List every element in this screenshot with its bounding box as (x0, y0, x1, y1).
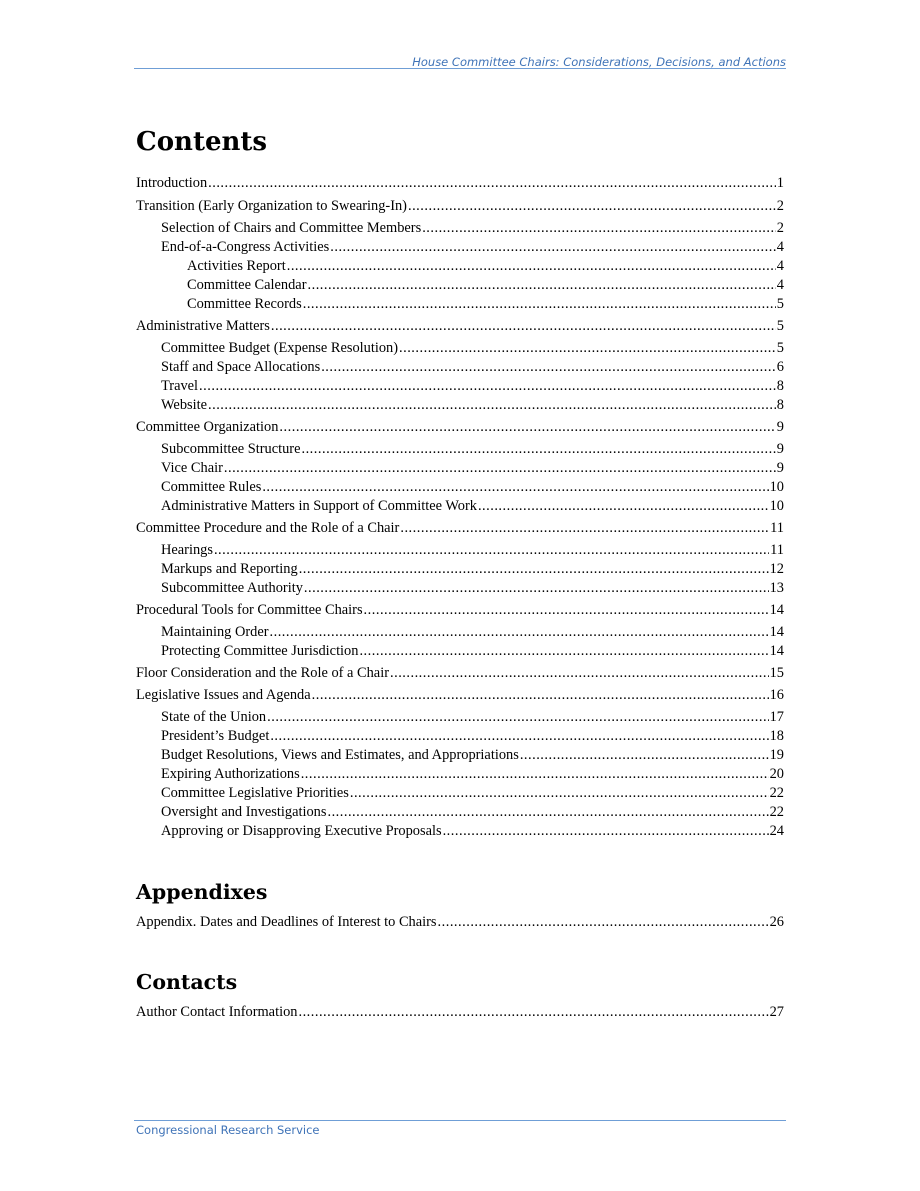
toc-page-number: 14 (769, 602, 784, 618)
toc-entry-staff-and-space[interactable] (136, 358, 784, 376)
toc-entry-label: Procedural Tools for Committee Chairs (136, 602, 363, 618)
toc-entry-label: State of the Union (161, 709, 267, 725)
toc-page-number: 9 (776, 441, 784, 457)
footer-organization: Congressional Research Service (136, 1123, 320, 1137)
toc-entry-floor-consideration[interactable] (136, 664, 784, 682)
toc-leader-dots (303, 295, 776, 313)
toc-leader-dots (438, 913, 769, 931)
toc-leader-dots (208, 174, 776, 192)
toc-entry-procedural-tools[interactable] (136, 601, 784, 619)
toc-entry-label: Transition (Early Organization to Swearing-In) (136, 198, 407, 214)
toc-entry-label: Committee Budget (Expense Resolution) (161, 340, 399, 356)
toc-entry-budget-resolutions[interactable] (136, 746, 784, 764)
toc-entry-label: Activities Report (187, 258, 286, 274)
toc-leader-dots (478, 497, 769, 515)
toc-leader-dots (321, 358, 776, 376)
toc-page-number: 8 (776, 378, 784, 394)
toc-entry-oversight[interactable] (136, 803, 784, 821)
toc-entry-committee-calendar[interactable] (136, 276, 784, 294)
toc-page-number: 10 (769, 479, 784, 495)
toc-entry-label: Budget Resolutions, Views and Estimates, and Appropriations (161, 747, 519, 763)
toc-entry-protecting-jurisdiction[interactable] (136, 642, 784, 660)
toc-entry-label: Author Contact Information (136, 1004, 298, 1020)
toc-entry-label: Committee Organization (136, 419, 279, 435)
toc-page-number: 11 (770, 542, 784, 558)
toc-entry-label: Selection of Chairs and Committee Members (161, 220, 422, 236)
toc-entry-label: Staff and Space Allocations (161, 359, 321, 375)
toc-leader-dots (301, 440, 775, 458)
toc-leader-dots (308, 276, 776, 294)
toc-entry-legislative-priorities[interactable] (136, 784, 784, 802)
toc-page-number: 18 (769, 728, 784, 744)
toc-leader-dots (364, 601, 769, 619)
toc-leader-dots (298, 1003, 768, 1021)
toc-leader-dots (327, 803, 768, 821)
toc-page-number: 2 (776, 220, 784, 236)
toc-entry-vice-chair[interactable] (136, 459, 784, 477)
toc-entry-committee-budget[interactable] (136, 339, 784, 357)
toc-page-number: 8 (776, 397, 784, 413)
appendixes-heading: Appendixes (136, 880, 268, 904)
toc-page-number: 15 (769, 665, 784, 681)
toc-entry-committee-procedure[interactable] (136, 519, 784, 537)
toc-entry-label: Markups and Reporting (161, 561, 298, 577)
toc-page-number: 27 (769, 1004, 784, 1020)
toc-entry-label: Introduction (136, 175, 208, 191)
toc-page-number: 12 (769, 561, 784, 577)
toc-entry-committee-organization[interactable] (136, 418, 784, 436)
toc-page-number: 4 (776, 258, 784, 274)
toc-entry-label: President’s Budget (161, 728, 270, 744)
toc-entry-travel[interactable] (136, 377, 784, 395)
toc-leader-dots (350, 784, 769, 802)
toc-entry-appendix-dates[interactable] (136, 913, 784, 931)
toc-page-number: 22 (769, 804, 784, 820)
footer-rule (134, 1120, 786, 1121)
toc-leader-dots (270, 623, 769, 641)
toc-leader-dots (270, 727, 768, 745)
toc-leader-dots (330, 238, 776, 256)
toc-entry-label: End-of-a-Congress Activities (161, 239, 330, 255)
toc-entry-state-of-the-union[interactable] (136, 708, 784, 726)
toc-leader-dots (199, 377, 776, 395)
toc-leader-dots (422, 219, 776, 237)
toc-entry-label: Subcommittee Structure (161, 441, 301, 457)
toc-entry-label: Legislative Issues and Agenda (136, 687, 311, 703)
toc-page-number: 5 (776, 340, 784, 356)
toc-entry-committee-rules[interactable] (136, 478, 784, 496)
toc-entry-label: Committee Records (187, 296, 302, 312)
toc-entry-expiring-authorizations[interactable] (136, 765, 784, 783)
toc-entry-introduction[interactable] (136, 174, 784, 192)
toc-entry-label: Administrative Matters (136, 318, 270, 334)
toc-entry-label: Maintaining Order (161, 624, 269, 640)
toc-page-number: 11 (770, 520, 784, 536)
toc-entry-hearings[interactable] (136, 541, 784, 559)
toc-leader-dots (304, 579, 769, 597)
toc-page-number: 1 (776, 175, 784, 191)
toc-page-number: 14 (769, 624, 784, 640)
contacts-heading: Contacts (136, 970, 238, 994)
toc-page-number: 4 (776, 239, 784, 255)
toc-leader-dots (224, 459, 776, 477)
toc-entry-label: Website (161, 397, 207, 413)
toc-leader-dots (359, 642, 768, 660)
toc-leader-dots (271, 317, 776, 335)
toc-entry-author-contact[interactable] (136, 1003, 784, 1021)
toc-page-number: 10 (769, 498, 784, 514)
toc-page-number: 5 (776, 318, 784, 334)
toc-entry-activities-report[interactable] (136, 257, 784, 275)
toc-page-number: 22 (769, 785, 784, 801)
toc-page-number: 9 (776, 419, 784, 435)
toc-page-number: 16 (769, 687, 784, 703)
toc-leader-dots (279, 418, 775, 436)
toc-leader-dots (312, 686, 769, 704)
toc-page-number: 2 (776, 198, 784, 214)
toc-leader-dots (390, 664, 769, 682)
toc-leader-dots (400, 519, 769, 537)
toc-page-number: 4 (776, 277, 784, 293)
toc-entry-label: Floor Consideration and the Role of a Chair (136, 665, 389, 681)
toc-leader-dots (443, 822, 769, 840)
toc-entry-label: Subcommittee Authority (161, 580, 303, 596)
toc-leader-dots (267, 708, 768, 726)
toc-entry-administrative-matters[interactable] (136, 317, 784, 335)
toc-entry-end-of-congress[interactable] (136, 238, 784, 256)
toc-entry-label: Committee Legislative Priorities (161, 785, 349, 801)
toc-leader-dots (301, 765, 769, 783)
toc-entry-legislative-issues[interactable] (136, 686, 784, 704)
toc-entry-label: Hearings (161, 542, 213, 558)
toc-page-number: 13 (769, 580, 784, 596)
toc-entry-label: Appendix. Dates and Deadlines of Interest to Chairs (136, 914, 437, 930)
toc-page-number: 6 (776, 359, 784, 375)
toc-entry-admin-matters-support[interactable] (136, 497, 784, 515)
toc-entry-label: Protecting Committee Jurisdiction (161, 643, 359, 659)
toc-entry-label: Vice Chair (161, 460, 223, 476)
table-of-contents (136, 122, 784, 1021)
toc-entry-website[interactable] (136, 396, 784, 414)
toc-page-number: 14 (769, 643, 784, 659)
toc-entry-label: Approving or Disapproving Executive Proposals (161, 823, 442, 839)
toc-entry-label: Committee Rules (161, 479, 262, 495)
toc-entry-transition[interactable] (136, 197, 784, 215)
toc-entry-maintaining-order[interactable] (136, 623, 784, 641)
toc-entry-committee-records[interactable] (136, 295, 784, 313)
toc-page-number: 26 (769, 914, 784, 930)
toc-leader-dots (262, 478, 768, 496)
header-rule (134, 68, 786, 69)
toc-leader-dots (520, 746, 769, 764)
contents-heading: Contents (136, 127, 268, 157)
toc-leader-dots (208, 396, 776, 414)
toc-page-number: 24 (769, 823, 784, 839)
toc-entry-subcommittee-structure[interactable] (136, 440, 784, 458)
toc-leader-dots (399, 339, 776, 357)
toc-entry-markups-and-reporting[interactable] (136, 560, 784, 578)
toc-entry-label: Administrative Matters in Support of Committee Work (161, 498, 477, 514)
toc-entry-label: Committee Calendar (187, 277, 307, 293)
toc-entry-label: Oversight and Investigations (161, 804, 327, 820)
toc-page-number: 5 (776, 296, 784, 312)
toc-leader-dots (299, 560, 769, 578)
toc-page-number: 17 (769, 709, 784, 725)
toc-entry-label: Expiring Authorizations (161, 766, 300, 782)
toc-entry-executive-proposals[interactable] (136, 822, 784, 840)
toc-page-number: 19 (769, 747, 784, 763)
toc-leader-dots (287, 257, 776, 275)
toc-page-number: 20 (769, 766, 784, 782)
toc-entry-selection-of-chairs[interactable] (136, 219, 784, 237)
running-header: House Committee Chairs: Considerations, Decisions, and Actions (412, 55, 786, 69)
toc-entry-label: Committee Procedure and the Role of a Chair (136, 520, 400, 536)
toc-page-number: 9 (776, 460, 784, 476)
toc-entry-subcommittee-authority[interactable] (136, 579, 784, 597)
toc-leader-dots (214, 541, 769, 559)
toc-entry-label: Travel (161, 378, 199, 394)
toc-entry-presidents-budget[interactable] (136, 727, 784, 745)
toc-leader-dots (408, 197, 776, 215)
